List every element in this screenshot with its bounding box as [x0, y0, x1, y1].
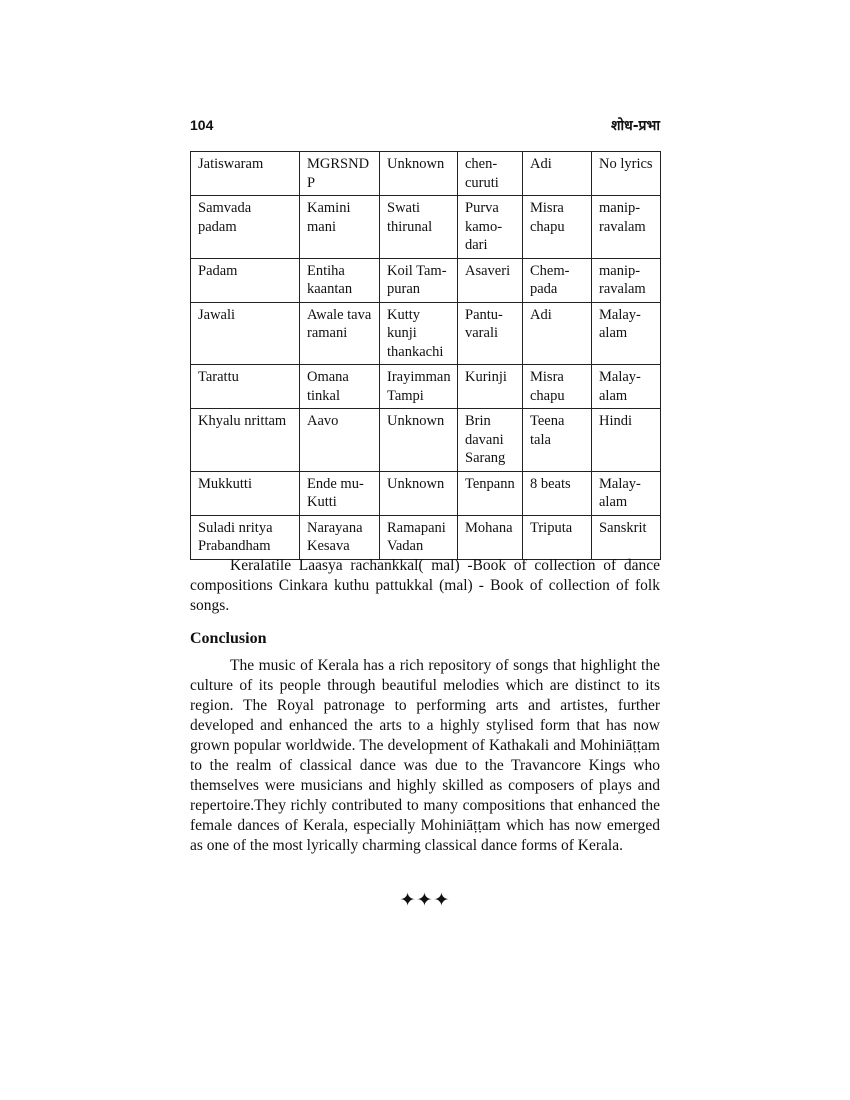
cell-line: Jawali	[198, 306, 236, 323]
cell-line: Koil Tam-	[387, 262, 447, 279]
table-cell	[380, 302, 458, 365]
section-end-ornament: ✦✦✦	[399, 889, 451, 911]
cell-line: chapu	[530, 218, 565, 235]
cell-line: tinkal	[307, 387, 341, 404]
table-cell	[300, 471, 380, 515]
table-cell	[458, 302, 523, 365]
cell-line: ravalam	[599, 218, 646, 235]
cell-line: kaantan	[307, 281, 353, 297]
table-cell	[380, 515, 458, 559]
cell-line: Vadan	[387, 538, 424, 554]
dance-forms-table	[190, 151, 661, 560]
cell-line: Suladi nritya	[198, 519, 273, 536]
cell-line: Malay-	[599, 306, 641, 323]
cell-line: Kutti	[307, 494, 337, 510]
cell-line: Aavo	[307, 413, 339, 429]
cell-line: padam	[198, 218, 237, 235]
cell-line: varali	[465, 325, 499, 341]
table-cell	[380, 196, 458, 259]
table-cell	[300, 302, 380, 365]
table-row	[191, 258, 661, 302]
table-cell	[523, 302, 592, 365]
cell-line: Ende mu-	[307, 475, 364, 492]
table-cell	[592, 471, 661, 515]
reference-paragraph: Keralatile Laasya rachankkal( mal) -Book of collection of dance compositions Cinkara kuthu pattukkal (mal) - Book of collection of folk songs.	[190, 557, 660, 614]
table-cell	[380, 152, 458, 196]
cell-line: Misra	[530, 369, 564, 385]
cell-line: Misra	[530, 200, 564, 216]
cell-line: mani	[307, 218, 336, 235]
cell-line: Swati	[387, 200, 421, 216]
cell-line: kamo-	[465, 218, 503, 235]
table-cell	[592, 409, 661, 472]
table-row	[191, 471, 661, 515]
cell-line: Sanskrit	[599, 519, 647, 536]
cell-line: Kamini	[307, 200, 351, 216]
table-row	[191, 409, 661, 472]
table-cell	[592, 302, 661, 365]
table-cell	[300, 515, 380, 559]
table-cell	[592, 365, 661, 409]
cell-line: Unknown	[387, 475, 445, 492]
table-cell	[458, 365, 523, 409]
table-row	[191, 196, 661, 259]
table-cell	[458, 515, 523, 559]
cell-line: Jatiswaram	[198, 156, 264, 172]
table-cell	[523, 365, 592, 409]
cell-line: Teena	[530, 413, 565, 429]
table-cell	[191, 302, 300, 365]
cell-line: Hindi	[599, 413, 633, 429]
cell-line: curuti	[465, 174, 499, 191]
table-cell	[191, 258, 300, 302]
table-cell	[191, 515, 300, 559]
page-number: 104	[190, 117, 214, 133]
table-row	[191, 365, 661, 409]
table-row	[191, 152, 661, 196]
cell-line: Tampi	[387, 387, 424, 404]
cell-line: Prabandham	[198, 538, 271, 554]
cell-line: Malay-	[599, 475, 641, 492]
cell-line: Kutty	[387, 306, 421, 323]
table-cell	[191, 471, 300, 515]
cell-line: alam	[599, 325, 628, 341]
cell-line: Kesava	[307, 538, 350, 554]
cell-line: Chem-	[530, 262, 570, 279]
table-cell	[380, 471, 458, 515]
cell-line: alam	[599, 494, 628, 510]
table-row	[191, 302, 661, 365]
table-cell	[191, 152, 300, 196]
table-cell	[592, 196, 661, 259]
cell-line: pada	[530, 281, 558, 297]
cell-line: puran	[387, 281, 421, 297]
table-row	[191, 515, 661, 559]
table-cell	[523, 515, 592, 559]
cell-line: ramani	[307, 325, 348, 341]
table-cell	[191, 196, 300, 259]
table-cell	[300, 258, 380, 302]
cell-line: Mohana	[465, 519, 513, 536]
cell-line: 8 beats	[530, 475, 571, 492]
table-cell	[592, 152, 661, 196]
cell-line: manip-	[599, 262, 641, 279]
cell-line: Triputa	[530, 519, 573, 536]
cell-line: Kurinji	[465, 369, 507, 385]
cell-line: Tarattu	[198, 369, 239, 385]
cell-line: Mukkutti	[198, 475, 252, 492]
cell-line: Brin	[465, 413, 491, 429]
running-title: शोध-प्रभा	[610, 118, 660, 134]
table-cell	[458, 152, 523, 196]
table-cell	[380, 365, 458, 409]
cell-line: Ramapani	[387, 519, 446, 536]
cell-line: Khyalu nrittam	[198, 413, 287, 429]
cell-line: dari	[465, 237, 488, 253]
table-cell	[592, 258, 661, 302]
cell-line: ravalam	[599, 281, 646, 297]
cell-line: Adi	[530, 156, 552, 172]
table-cell	[300, 409, 380, 472]
table-cell	[458, 196, 523, 259]
table-cell	[523, 258, 592, 302]
table-cell	[523, 471, 592, 515]
cell-line: alam	[599, 387, 628, 404]
cell-line: Malay-	[599, 369, 641, 385]
table-cell	[300, 152, 380, 196]
cell-line: Samvada	[198, 200, 252, 216]
table-cell	[300, 196, 380, 259]
table-cell	[300, 365, 380, 409]
cell-line: Purva	[465, 200, 499, 216]
conclusion-paragraph: The music of Kerala has a rich repository of songs that highlight the culture of its people through beautiful melodies which are distinct to its region. The Royal patronage to performing arts and artistes, further developed and enhanced the arts to a highly stylised form that has now grown popular worldwide. The development of Kathakali and Mohiniāṭṭam to the realm of classical dance was due to the Travancore Kings who themselves were musicians and highly skilled as composers of plays and repertoire.They richly contributed to many compositions that enhanced the female dances of Kerala, especially Mohiniāṭṭam which has now emerged as one of the most lyrically charming classical dance forms of Kerala.	[190, 657, 660, 854]
cell-line: Unknown	[387, 156, 445, 172]
cell-line: Sarang	[465, 450, 506, 466]
conclusion-heading: Conclusion	[190, 630, 267, 647]
cell-line: chen-	[465, 156, 498, 172]
cell-line: No lyrics	[599, 156, 653, 172]
cell-line: Entiha	[307, 262, 345, 279]
cell-line: tala	[530, 431, 551, 448]
cell-line: thirunal	[387, 218, 433, 235]
cell-line: Tenpann	[465, 475, 515, 492]
table-cell	[380, 409, 458, 472]
cell-line: Pantu-	[465, 306, 503, 323]
cell-line: Unknown	[387, 413, 445, 429]
cell-line: Padam	[198, 262, 238, 279]
table-cell	[458, 471, 523, 515]
cell-line: MGRSNDP	[307, 156, 370, 191]
table-cell	[458, 409, 523, 472]
cell-line: Narayana	[307, 519, 363, 536]
table-cell	[523, 196, 592, 259]
cell-line: davani	[465, 431, 504, 448]
table-cell	[523, 409, 592, 472]
table-cell	[380, 258, 458, 302]
cell-line: thankachi	[387, 343, 444, 360]
cell-line: Adi	[530, 306, 552, 323]
table-cell	[191, 365, 300, 409]
cell-line: Asaveri	[465, 262, 511, 279]
cell-line: Irayimman	[387, 369, 451, 385]
table-cell	[592, 515, 661, 559]
table-cell	[458, 258, 523, 302]
cell-line: manip-	[599, 200, 641, 216]
cell-line: chapu	[530, 387, 565, 404]
table-cell	[523, 152, 592, 196]
table-cell	[191, 409, 300, 472]
table-body	[191, 152, 661, 560]
cell-line: kunji	[387, 325, 417, 341]
cell-line: Omana	[307, 369, 349, 385]
cell-line: Awale tava	[307, 306, 372, 323]
